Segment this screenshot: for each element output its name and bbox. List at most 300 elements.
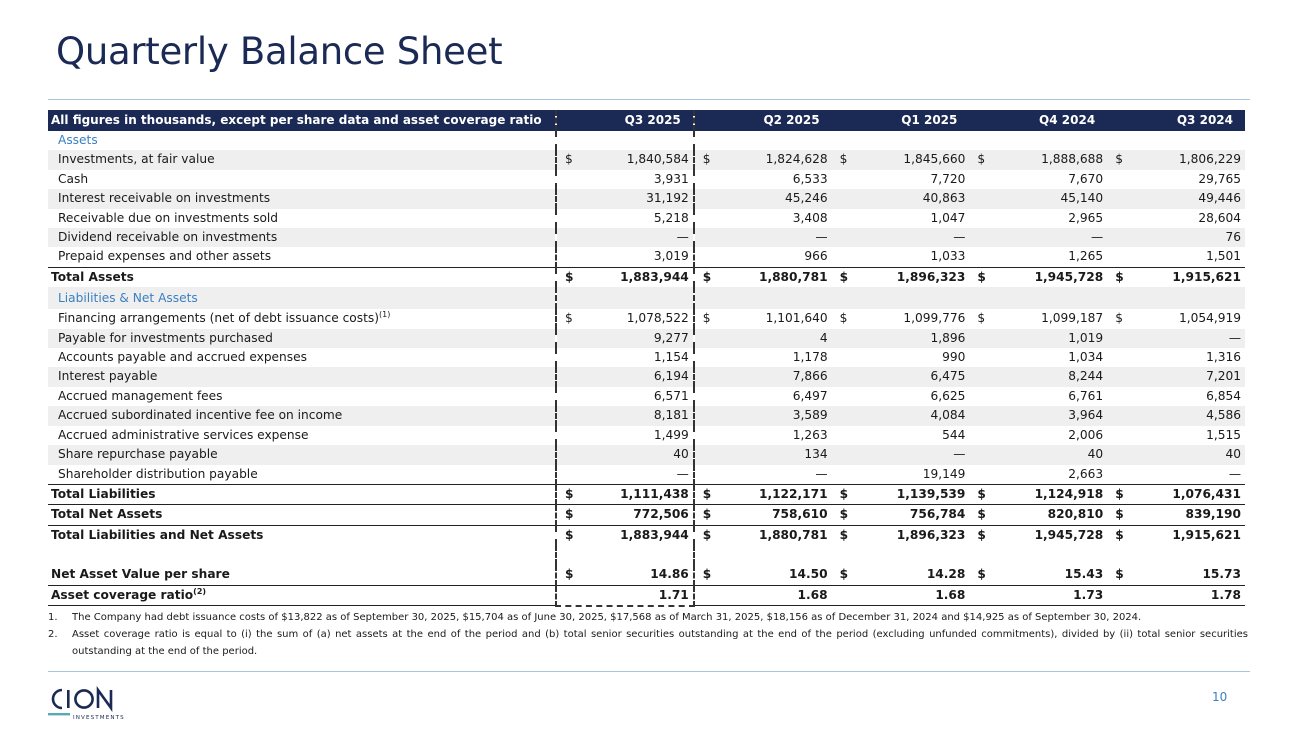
value-cell: [556, 387, 694, 406]
cell-value: 6,194: [653, 369, 689, 384]
cell-value: 7,201: [1206, 369, 1241, 384]
currency-symbol: $: [565, 152, 573, 167]
cell-value: 1,124,918: [1034, 486, 1104, 501]
cell-value: 1,896,323: [896, 269, 966, 284]
value-cell: [556, 170, 694, 189]
empty-cell: [556, 131, 694, 150]
value-cell: [832, 465, 970, 485]
value-cell: [694, 465, 832, 485]
value-cell: [969, 209, 1107, 228]
section-label: Liabilities & Net Assets: [48, 287, 556, 309]
cell-value: 1,915,621: [1172, 527, 1241, 542]
value-cell: [694, 228, 832, 247]
cell-value: 8,181: [653, 408, 689, 423]
section-label: Assets: [58, 133, 98, 147]
cell-value: 1,076,431: [1172, 486, 1241, 501]
cell-value: 3,408: [792, 210, 828, 225]
value-cell: [969, 228, 1107, 247]
value-cell: [556, 309, 694, 328]
empty-cell: [969, 545, 1107, 565]
currency-symbol: $: [839, 567, 849, 582]
cell-value: 15.43: [1064, 567, 1104, 582]
cell-value: 7,866: [792, 369, 828, 384]
cell-value: 1,101,640: [765, 311, 828, 326]
cell-value: 6,625: [930, 388, 966, 403]
value-cell: [694, 525, 832, 545]
value-cell: [832, 309, 970, 328]
value-cell: [556, 484, 694, 504]
value-cell: [969, 309, 1107, 328]
value-cell: [556, 228, 694, 247]
column-header: Q3 2025: [556, 110, 694, 131]
row-label-text: Payable for investments purchased: [58, 330, 273, 345]
value-cell: [1107, 565, 1245, 585]
currency-symbol: $: [565, 567, 574, 582]
row-label: [48, 565, 556, 585]
cell-value: —: [1228, 466, 1241, 481]
value-cell: [969, 585, 1107, 606]
value-cell: [832, 585, 970, 606]
footnote-text: Asset coverage ratio is equal to (i) the sum of (a) net assets at the end of the period and (b) total senior securities outstanding at the end of the period (excluding unfunded commitments), divided by (ii) total senior securities outstanding at the end of the period.: [72, 629, 1248, 657]
liability-row: [48, 406, 1245, 425]
row-label: [48, 189, 556, 208]
cell-value: 2,006: [1068, 427, 1104, 442]
currency-symbol: $: [839, 486, 849, 501]
column-header: Q2 2025: [694, 110, 832, 131]
column-header: Q3 2024: [1107, 110, 1245, 131]
cell-value: 4,586: [1206, 408, 1241, 423]
footnote-text: The Company had debt issuance costs of $13,822 as of September 30, 2025, $15,704 as of June 30, 2025, $17,568 as of March 31, 2025, $18,156 as of December 31, 2024 and $14,925 as of September 30, 2024.: [72, 612, 1142, 623]
cell-value: 1,316: [1206, 350, 1241, 365]
value-cell: [556, 565, 694, 585]
cell-value: 6,497: [792, 388, 828, 403]
row-label: [48, 228, 556, 247]
cell-value: 4,084: [930, 408, 966, 423]
currency-symbol: $: [977, 527, 986, 542]
cell-value: 2,965: [1068, 210, 1104, 225]
row-label: [48, 406, 556, 425]
value-cell: [832, 228, 970, 247]
table-header-row: [48, 110, 1245, 131]
column-header: Q4 2024: [969, 110, 1107, 131]
cell-value: 76: [1225, 230, 1241, 245]
cell-value: —: [676, 466, 689, 481]
value-cell: [556, 426, 694, 445]
value-cell: [1107, 367, 1245, 386]
value-cell: [694, 406, 832, 425]
header-label: All figures in thousands, except per share data and asset coverage ratio: [48, 110, 556, 131]
currency-symbol: $: [565, 269, 574, 284]
cell-value: 1.73: [1073, 587, 1104, 602]
value-cell: [694, 484, 832, 504]
cell-value: —: [815, 230, 828, 245]
value-cell: [1107, 465, 1245, 485]
currency-symbol: $: [1115, 269, 1124, 284]
cion-investments-logo: [48, 686, 138, 722]
liability-row: [48, 465, 1245, 485]
asset-row: [48, 189, 1245, 208]
cell-value: 15.73: [1202, 567, 1241, 582]
value-cell: [1107, 484, 1245, 504]
cell-value: 3,019: [653, 249, 689, 264]
asset-row: [48, 209, 1245, 228]
cell-value: 1,880,781: [758, 269, 828, 284]
value-cell: [556, 406, 694, 425]
value-cell: [694, 267, 832, 287]
value-cell: [694, 329, 832, 348]
value-cell: [1107, 189, 1245, 208]
cell-value: 1.68: [935, 587, 966, 602]
cell-value: —: [815, 466, 828, 481]
currency-symbol: $: [977, 567, 986, 582]
currency-symbol: $: [565, 527, 574, 542]
value-cell: [969, 426, 1107, 445]
value-cell: [556, 150, 694, 169]
footnote: [48, 609, 1248, 626]
currency-symbol: $: [1115, 152, 1123, 167]
row-label: [48, 426, 556, 445]
value-cell: [832, 150, 970, 169]
row-label-text: Dividend receivable on investments: [58, 230, 278, 245]
cell-value: 9,277: [653, 330, 689, 345]
footer-divider: [48, 671, 1250, 672]
cell-value: 966: [804, 249, 828, 264]
value-cell: [969, 267, 1107, 287]
currency-symbol: $: [839, 527, 849, 542]
value-cell: [969, 329, 1107, 348]
footnote-number: 2.: [48, 629, 58, 640]
page-number: 10: [1212, 690, 1228, 704]
value-cell: [832, 525, 970, 545]
value-cell: [556, 247, 694, 267]
row-label-text: Financing arrangements (net of debt issuance costs): [58, 311, 379, 326]
cell-value: —: [1091, 230, 1104, 245]
value-cell: [969, 387, 1107, 406]
value-cell: [1107, 445, 1245, 464]
value-cell: [832, 387, 970, 406]
empty-cell: [694, 287, 832, 309]
value-cell: [1107, 209, 1245, 228]
cell-value: 1,178: [792, 350, 828, 365]
value-cell: [694, 505, 832, 525]
empty-cell: [1107, 545, 1245, 565]
currency-symbol: $: [565, 486, 574, 501]
value-cell: [969, 525, 1107, 545]
cell-value: 3,964: [1068, 408, 1104, 423]
empty-cell: [969, 287, 1107, 309]
value-cell: [556, 585, 694, 606]
row-label-text: Accounts payable and accrued expenses: [58, 350, 307, 365]
empty-cell: [969, 131, 1107, 150]
value-cell: [556, 209, 694, 228]
liability-row: [48, 309, 1245, 328]
cell-value: 1,099,776: [903, 311, 966, 326]
row-label: [48, 247, 556, 267]
value-cell: [556, 445, 694, 464]
currency-symbol: $: [839, 311, 848, 326]
value-cell: [969, 367, 1107, 386]
cell-value: 6,854: [1206, 388, 1241, 403]
value-cell: [969, 406, 1107, 425]
value-cell: [694, 309, 832, 328]
cell-value: 544: [942, 427, 966, 442]
cell-value: 45,140: [1060, 191, 1104, 206]
row-label-text: Interest receivable on investments: [58, 191, 271, 206]
currency-symbol: $: [702, 567, 712, 582]
row-label: [48, 465, 556, 485]
row-label: [48, 348, 556, 367]
row-label-text: Accrued administrative services expense: [58, 427, 309, 442]
value-cell: [694, 367, 832, 386]
cell-value: 1,265: [1068, 249, 1104, 264]
value-cell: [1107, 170, 1245, 189]
cell-value: 1,033: [930, 249, 966, 264]
page-title: Quarterly Balance Sheet: [56, 30, 503, 73]
value-cell: [832, 267, 970, 287]
asset-coverage-row: [48, 585, 1245, 606]
value-cell: [694, 426, 832, 445]
row-label-text: Cash: [58, 171, 89, 186]
value-cell: [556, 367, 694, 386]
currency-symbol: $: [1115, 567, 1124, 582]
cell-value: 1,499: [653, 427, 689, 442]
cell-value: 14.50: [789, 567, 828, 582]
cell-value: 3,931: [653, 171, 689, 186]
currency-symbol: $: [702, 527, 712, 542]
value-cell: [969, 247, 1107, 267]
row-label: [48, 445, 556, 464]
liability-row: [48, 445, 1245, 464]
cell-value: 7,720: [930, 171, 966, 186]
cell-value: 1.78: [1210, 587, 1241, 602]
liability-row: [48, 387, 1245, 406]
total-liabilities-row: [48, 484, 1245, 504]
value-cell: [832, 565, 970, 585]
cell-value: 1,806,229: [1178, 152, 1241, 167]
column-header: Q1 2025: [832, 110, 970, 131]
cell-value: 1,896: [930, 330, 966, 345]
row-label-text: Total Net Assets: [51, 507, 163, 522]
cell-value: 49,446: [1198, 191, 1241, 206]
cell-value: 1,078,522: [626, 311, 689, 326]
section-header-row: [48, 287, 1245, 309]
row-label: [48, 309, 556, 328]
cell-value: 14.86: [650, 567, 689, 582]
value-cell: [832, 189, 970, 208]
total-assets-row: [48, 267, 1245, 287]
nav-per-share-row: [48, 565, 1245, 585]
row-label-text: Total Liabilities and Net Assets: [51, 527, 264, 542]
currency-symbol: $: [977, 486, 986, 501]
row-label: [48, 585, 556, 606]
value-cell: [1107, 406, 1245, 425]
footnote-ref: (2): [193, 586, 207, 596]
empty-cell: [1107, 287, 1245, 309]
cell-value: —: [953, 230, 966, 245]
value-cell: [556, 189, 694, 208]
value-cell: [1107, 426, 1245, 445]
liability-row: [48, 367, 1245, 386]
cell-value: 1,111,438: [620, 486, 689, 501]
row-label: [48, 525, 556, 545]
cell-value: 1,099,187: [1041, 311, 1104, 326]
row-label: [48, 170, 556, 189]
cell-value: 14.28: [926, 567, 966, 582]
row-label-text: Receivable due on investments sold: [58, 210, 279, 225]
row-label-text: Prepaid expenses and other assets: [58, 249, 272, 264]
currency-symbol: $: [1115, 486, 1124, 501]
currency-symbol: $: [1115, 527, 1124, 542]
value-cell: [832, 406, 970, 425]
currency-symbol: $: [1115, 507, 1124, 522]
value-cell: [1107, 585, 1245, 606]
value-cell: [832, 170, 970, 189]
cell-value: 19,149: [922, 466, 966, 481]
currency-symbol: $: [702, 152, 711, 167]
value-cell: [832, 367, 970, 386]
currency-symbol: $: [702, 311, 711, 326]
cell-value: 1,883,944: [620, 269, 689, 284]
row-label-text: Shareholder distribution payable: [58, 466, 258, 481]
cell-value: 1,840,584: [626, 152, 689, 167]
asset-row: [48, 247, 1245, 267]
value-cell: [832, 445, 970, 464]
value-cell: [1107, 329, 1245, 348]
cell-value: 1.71: [658, 587, 689, 602]
currency-symbol: $: [977, 269, 986, 284]
value-cell: [694, 585, 832, 606]
value-cell: [694, 348, 832, 367]
cell-value: 3,589: [792, 408, 828, 423]
value-cell: [556, 348, 694, 367]
row-label: [48, 484, 556, 504]
cell-value: 1,915,621: [1172, 269, 1241, 284]
value-cell: [832, 426, 970, 445]
empty-cell: [832, 287, 970, 309]
value-cell: [694, 189, 832, 208]
value-cell: [694, 387, 832, 406]
row-label: [48, 209, 556, 228]
row-label: [48, 329, 556, 348]
cell-value: 40: [1225, 447, 1241, 462]
value-cell: [1107, 247, 1245, 267]
cell-value: 756,784: [909, 507, 966, 522]
cell-value: 1,945,728: [1034, 269, 1104, 284]
cell-value: 1,945,728: [1034, 527, 1104, 542]
cell-value: 1,888,688: [1041, 152, 1104, 167]
empty-cell: [556, 287, 694, 309]
value-cell: [969, 565, 1107, 585]
svg-text:INVESTMENTS: INVESTMENTS: [73, 715, 125, 721]
cell-value: 6,475: [930, 369, 966, 384]
currency-symbol: $: [977, 152, 986, 167]
value-cell: [1107, 387, 1245, 406]
cell-value: 1,019: [1068, 330, 1104, 345]
cell-value: 6,571: [653, 388, 689, 403]
cell-value: 6,533: [792, 171, 828, 186]
value-cell: [969, 465, 1107, 485]
value-cell: [832, 348, 970, 367]
empty-cell: [48, 545, 556, 565]
value-cell: [694, 247, 832, 267]
empty-cell: [1107, 131, 1245, 150]
value-cell: [556, 525, 694, 545]
cell-value: —: [676, 230, 689, 245]
liability-row: [48, 426, 1245, 445]
liability-row: [48, 348, 1245, 367]
currency-symbol: $: [977, 311, 986, 326]
value-cell: [1107, 150, 1245, 169]
currency-symbol: $: [702, 507, 712, 522]
cell-value: 40,863: [922, 191, 966, 206]
value-cell: [969, 505, 1107, 525]
cell-value: 820,810: [1047, 507, 1104, 522]
empty-cell: [694, 545, 832, 565]
cell-value: 40: [673, 447, 689, 462]
cell-value: 1,154: [653, 350, 689, 365]
currency-symbol: $: [1115, 311, 1123, 326]
title-divider: [48, 99, 1250, 100]
value-cell: [832, 484, 970, 504]
spacer-row: [48, 545, 1245, 565]
cell-value: 1,139,539: [896, 486, 966, 501]
row-label: [48, 150, 556, 169]
cell-value: 7,670: [1068, 171, 1104, 186]
currency-symbol: $: [702, 486, 712, 501]
value-cell: [969, 150, 1107, 169]
asset-row: [48, 150, 1245, 169]
row-label: [48, 367, 556, 386]
empty-cell: [832, 545, 970, 565]
cell-value: 5,218: [653, 210, 689, 225]
value-cell: [694, 150, 832, 169]
cell-value: 134: [804, 447, 828, 462]
footnote-number: 1.: [48, 612, 58, 623]
value-cell: [969, 445, 1107, 464]
cell-value: 1,880,781: [758, 527, 828, 542]
value-cell: [556, 465, 694, 485]
empty-cell: [694, 131, 832, 150]
value-cell: [832, 505, 970, 525]
value-cell: [556, 329, 694, 348]
total-net-assets-row: [48, 505, 1245, 525]
cell-value: —: [953, 447, 966, 462]
row-label-text: Interest payable: [58, 369, 158, 384]
cell-value: 40: [1087, 447, 1104, 462]
cell-value: 990: [942, 350, 966, 365]
value-cell: [832, 247, 970, 267]
value-cell: [969, 484, 1107, 504]
cell-value: 28,604: [1198, 210, 1241, 225]
footnotes: [48, 609, 1248, 660]
row-label: [48, 387, 556, 406]
cell-value: 1,883,944: [620, 527, 689, 542]
value-cell: [1107, 228, 1245, 247]
liability-row: [48, 329, 1245, 348]
value-cell: [969, 189, 1107, 208]
cell-value: 4: [819, 330, 828, 345]
section-header-row: [48, 131, 1245, 150]
balance-sheet-table: [48, 110, 1245, 607]
row-label-text: Total Liabilities: [51, 486, 156, 501]
cell-value: 758,610: [772, 507, 828, 522]
row-label-text: Accrued subordinated incentive fee on income: [58, 408, 343, 423]
asset-row: [48, 228, 1245, 247]
footnote: [48, 626, 1248, 660]
value-cell: [556, 267, 694, 287]
cell-value: 772,506: [633, 507, 689, 522]
cell-value: 839,190: [1185, 507, 1241, 522]
